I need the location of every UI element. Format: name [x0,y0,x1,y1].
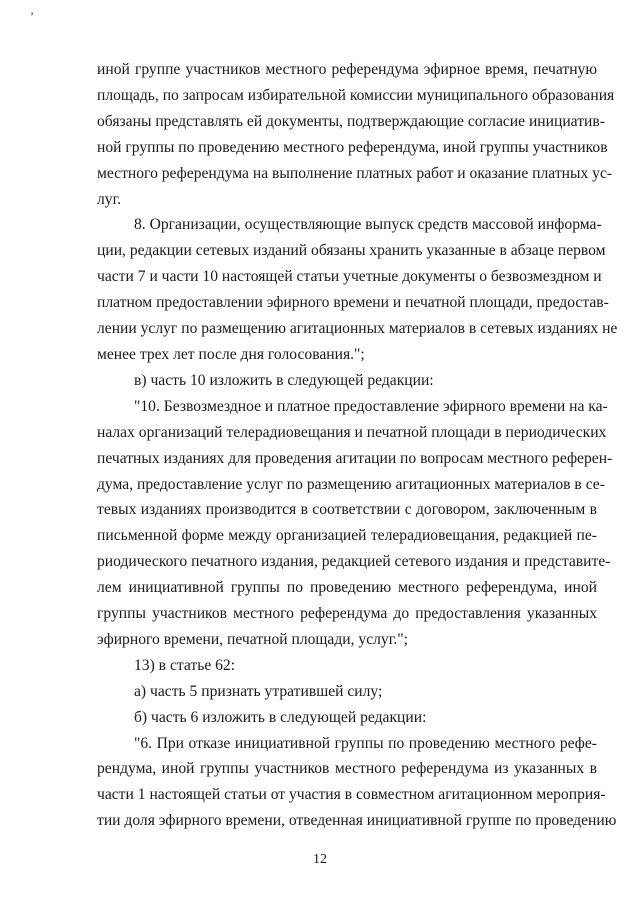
text-line: "10. Безвозмездное и платное предоставление эфирного времени на ка- [134,397,608,415]
text-line: ции, редакции сетевых изданий обязаны хранить указанные в абзаце первом [97,242,606,260]
text-line: платном предоставлении эфирного времени и печатной площади, предостав- [97,294,609,312]
paragraph-subitem-a [97,679,597,705]
text-line: письменной форме между организацией телерадиовещания, редакцией пе- [97,527,597,545]
text-line: луг. [97,190,122,208]
text-line: "6. При отказе инициативной группы по проведению местного рефе- [134,734,597,752]
text-line: местного референдума на выполнение платных работ и оказание платных ус- [97,164,613,182]
text-line: налах организаций телерадиовещания и печатной площади в периодических [97,423,607,441]
text-line: б) часть 6 изложить в следующей редакции: [134,708,427,726]
text-line: обязаны представлять ей документы, подтверждающие согласие инициатив- [97,112,605,130]
text-line: в) часть 10 изложить в следующей редакции: [134,371,434,389]
paragraph-item-13 [97,653,597,679]
paragraph-continuation [97,57,615,212]
text-line: 8. Организации, осуществляющие выпуск средств массовой информа- [134,216,602,234]
text-line: тии доля эфирного времени, отведенная инициативной группе по проведению [97,812,617,830]
text-line: тевых изданиях производится в соответствии с договором, заключенным в [97,501,597,519]
document-body [97,57,618,834]
text-line: ной группы по проведению местного референдума, иной группы участников [97,138,608,156]
text-line: лении услуг по размещению агитационных материалов в сетевых изданиях не [97,320,618,338]
paragraph-part-10 [97,394,613,653]
paragraph-item-8 [97,212,618,367]
text-line: части 7 и части 10 настоящей статьи учетные документы о безвозмездном и [97,268,602,286]
paragraph-part-6 [97,731,617,835]
text-line: рендума, иной группы участников местного референдума из указанных в [97,760,597,778]
text-line: 13) в статье 62: [134,656,236,674]
paragraph-subitem-b [97,705,597,731]
text-line: риодического печатного издания, редакцией сетевого издания и представите- [97,553,611,571]
text-line: а) часть 5 признать утратившей силу; [134,682,383,700]
page-number: 12 [313,852,327,867]
text-line: эфирного времени, печатной площади, услуг."; [97,630,408,648]
text-line: лем инициативной группы по проведению местного референдума, иной [97,579,597,597]
text-line: группы участников местного референдума до предоставления указанных [97,605,597,623]
text-line: менее трех лет после дня голосования."; [97,345,365,363]
text-line: площадь, по запросам избирательной комиссии муниципального образования [97,86,615,104]
text-line: печатных изданиях для проведения агитации по вопросам местного референ- [97,449,613,467]
text-line: части 1 настоящей статьи от участия в совместном агитационном мероприя- [97,786,606,804]
text-line: дума, предоставление услуг по размещению агитационных материалов в се- [97,475,605,493]
text-line: иной группе участников местного референдума эфирное время, печатную [97,61,597,78]
paragraph-subitem-v [97,368,597,394]
stray-mark: ’ [30,9,34,23]
